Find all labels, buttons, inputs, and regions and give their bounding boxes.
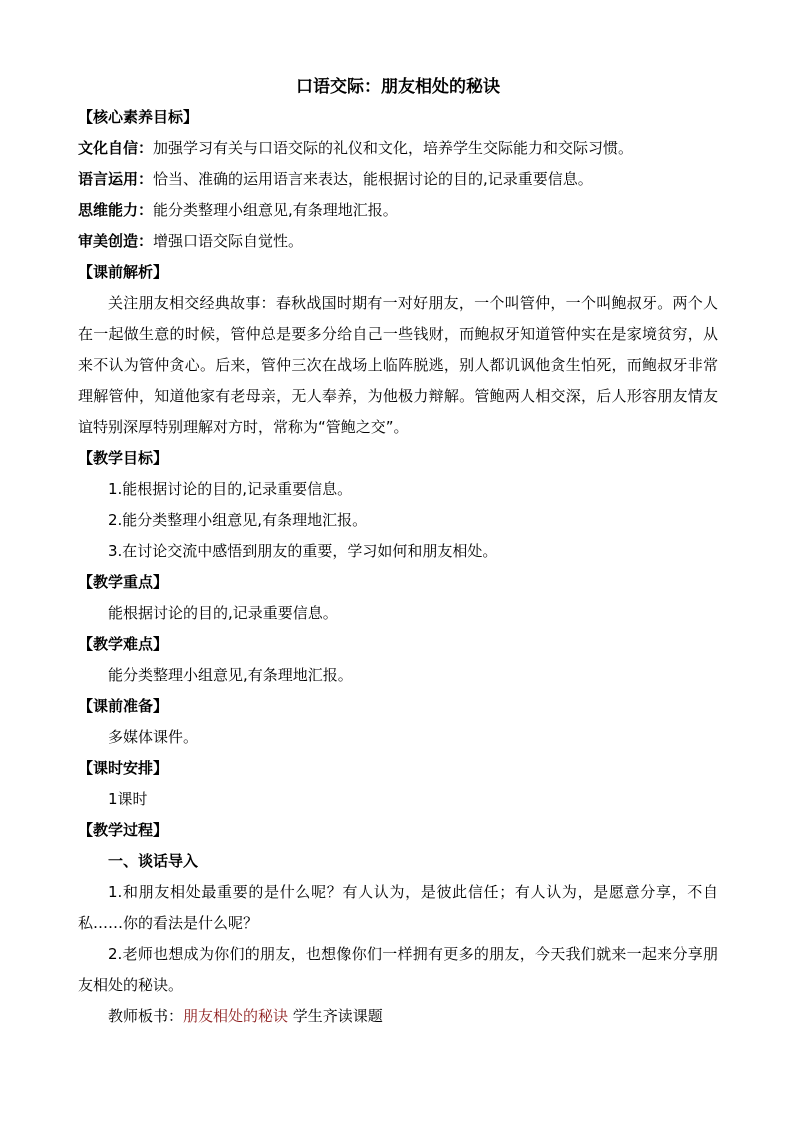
core-literacy-item: [78, 195, 718, 226]
section-heading-schedule: 【课时安排】: [78, 759, 169, 777]
preparation-text: 多媒体课件。: [108, 728, 199, 746]
process-subheading: 一、谈话导入: [108, 852, 199, 870]
section-heading-difficulties: 【教学难点】: [78, 635, 169, 653]
document-title: 口语交际：朋友相处的秘诀: [296, 77, 500, 97]
core-literacy-text: 能分类整理小组意见,有条理地汇报。: [153, 201, 398, 219]
core-literacy-label: 审美创造：: [78, 232, 154, 250]
section-heading-preparation: 【课前准备】: [78, 697, 169, 715]
goal-item: 3.在讨论交流中感悟到朋友的重要，学习如何和朋友相处。: [108, 542, 498, 560]
core-literacy-label: 语言运用：: [78, 170, 154, 188]
core-literacy-item: [78, 164, 718, 195]
section-heading-key-points: 【教学重点】: [78, 573, 169, 591]
schedule-text: 1课时: [108, 790, 148, 808]
document-page: [78, 74, 718, 1032]
key-points-text: 能根据讨论的目的,记录重要信息。: [108, 604, 338, 622]
goal-item: 1.能根据讨论的目的,记录重要信息。: [108, 480, 353, 498]
pre-class-paragraph: 关注朋友相交经典故事：春秋战国时期有一对好朋友，一个叫管仲，一个叫鲍叔牙。两个人在一起做生意的时候，管仲总是要多分给自己一些钱财，而鲍叔牙知道管仲实在是家境贫穷，从来不认为管仲贪心。后来，管仲三次在战场上临阵脱逃，别人都讥讽他贪生怕死，而鲍叔牙非常理解管仲，知道他家有老母亲，无人奉养，为他极力辩解。管鲍两人相交深，后人形容朋友情友谊特别深厚特别理解对方时，常称为“管鲍之交”。: [78, 294, 718, 436]
section-heading-pre-class: 【课前解析】: [78, 263, 169, 281]
section-heading-process: 【教学过程】: [78, 821, 169, 839]
goal-item: 2.能分类整理小组意见,有条理地汇报。: [108, 511, 368, 529]
core-literacy-item: [78, 226, 718, 257]
process-paragraph: 1.和朋友相处最重要的是什么呢？有人认为，是彼此信任；有人认为，是愿意分享，不自私……你的看法是什么呢？: [78, 883, 718, 932]
difficulties-text: 能分类整理小组意见,有条理地汇报。: [108, 666, 353, 684]
section-heading-goals: 【教学目标】: [78, 449, 169, 467]
core-literacy-text: 恰当、准确的运用语言来表达，能根据讨论的目的,记录重要信息。: [153, 170, 593, 188]
core-literacy-label: 思维能力：: [78, 201, 154, 219]
board-writing-line: [78, 1001, 718, 1032]
section-heading-core-literacy: 【核心素养目标】: [78, 108, 199, 126]
board-title: 朋友相处的秘诀: [183, 1007, 289, 1025]
core-literacy-text: 加强学习有关与口语交际的礼仪和文化，培养学生交际能力和交际习惯。: [153, 139, 634, 157]
core-literacy-item: [78, 133, 718, 164]
board-label: 教师板书：: [108, 1007, 184, 1025]
board-note: 学生齐读课题: [288, 1007, 383, 1025]
process-paragraph: 2.老师也想成为你们的朋友，也想像你们一样拥有更多的朋友，今天我们就来一起来分享朋友相处的秘诀。: [78, 945, 718, 994]
core-literacy-label: 文化自信：: [78, 139, 154, 157]
core-literacy-text: 增强口语交际自觉性。: [153, 232, 304, 250]
